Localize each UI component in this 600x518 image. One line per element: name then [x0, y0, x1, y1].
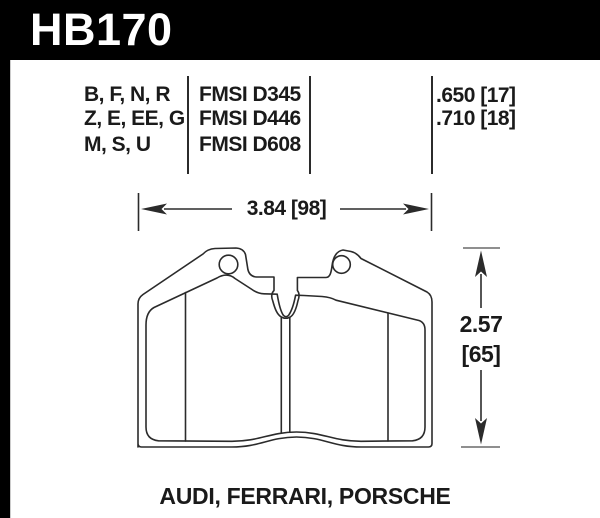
vehicle-applications: AUDI, FERRARI, PORSCHE	[159, 483, 451, 509]
width-arrow-left	[141, 204, 167, 215]
compound-group: M, S, U	[84, 133, 151, 156]
part-number: HB170	[30, 4, 173, 55]
height-dimension-label-mm: [65]	[461, 341, 501, 367]
friction-material-outline	[146, 275, 425, 441]
width-arrow-right	[403, 204, 429, 215]
compound-group: B, F, N, R	[84, 83, 171, 106]
pad-thickness: .710 [18]	[436, 107, 516, 130]
height-dimension-label-inches: 2.57	[459, 311, 503, 337]
fmsi-number: FMSI D608	[199, 133, 301, 156]
pad-thickness: .650 [17]	[436, 84, 516, 107]
fmsi-number: FMSI D345	[199, 83, 301, 106]
height-arrow-up	[475, 251, 487, 278]
width-dimension-label: 3.84 [98]	[246, 197, 327, 220]
height-arrow-down	[475, 418, 487, 445]
mounting-hole-left	[219, 255, 238, 274]
compound-group: Z, E, EE, G	[84, 107, 185, 130]
fmsi-number: FMSI D446	[199, 107, 301, 130]
mounting-hole-right	[333, 256, 351, 274]
